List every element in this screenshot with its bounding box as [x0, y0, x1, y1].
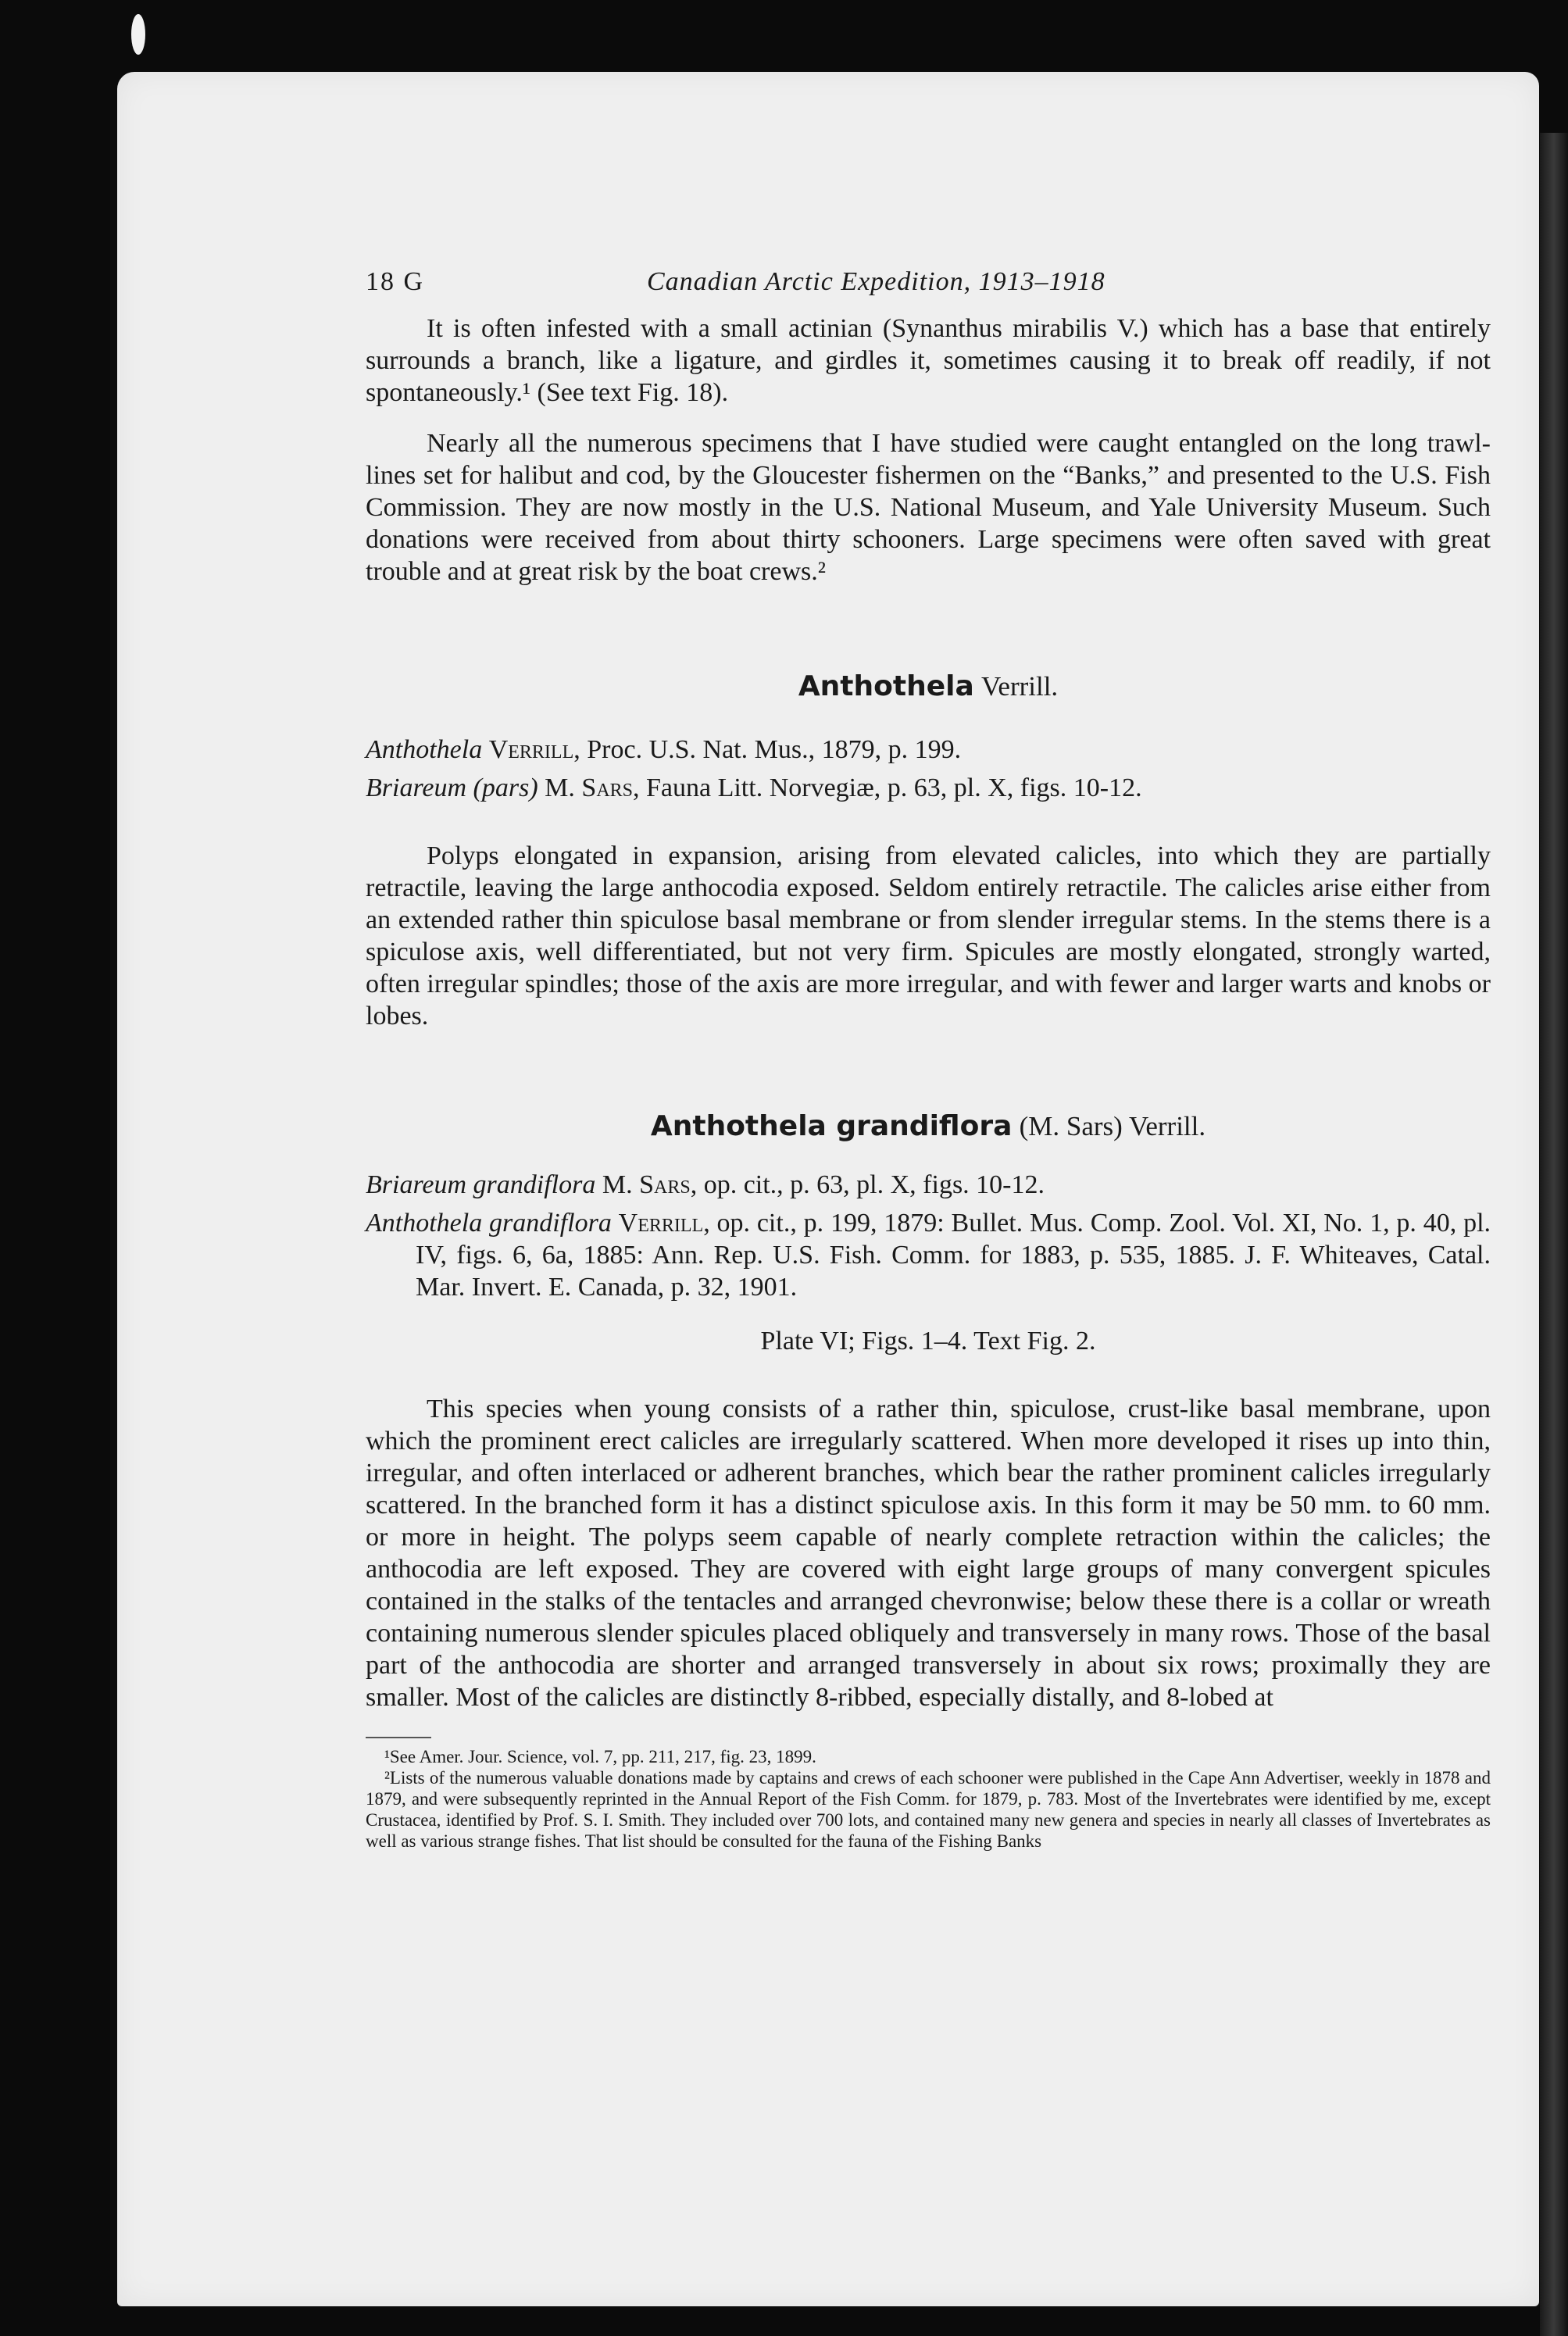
- genus-author: Verrill.: [981, 671, 1059, 702]
- film-mark: [131, 14, 145, 55]
- genus-synonymy: [366, 734, 1491, 804]
- synonym-citation: , Proc. U.S. Nat. Mus., 1879, p. 199.: [573, 735, 962, 764]
- synonym-authority: M. Sars: [545, 773, 633, 802]
- synonym-authority: M. Sars: [602, 1170, 691, 1199]
- species-heading: [366, 1110, 1491, 1142]
- journal-title: Canadian Arctic Expedition, 1913–1918: [647, 267, 1105, 296]
- footnote-rule: [366, 1737, 431, 1738]
- page-content: [366, 266, 1491, 1852]
- genus-name: Anthothela: [798, 670, 974, 702]
- synonym-citation: , op. cit., p. 199, 1879: Bullet. Mus. Comp. Zool. Vol. XI, No. 1, p. 40, pl. IV, figs. 6, 6a, 1885: Ann. Rep. U.S. Fish. Comm. for 1883, p. 535, 1885. J. F. Whiteaves, Catal. Mar. Invert. E. Canada, p. 32, 1901.: [416, 1209, 1491, 1302]
- synonym-entry: [366, 1207, 1491, 1303]
- intro-paragraph: It is often infested with a small actinian (Synanthus mirabilis V.) which has a base that entirely surrounds a branch, like a ligature, and girdles it, sometimes causing it to break off readily, if not spontaneously.¹ (See text Fig. 18).: [366, 314, 1491, 407]
- genus-description: Polyps elongated in expansion, arising from elevated calicles, into which they are partially retractile, leaving the large anthocodia exposed. Seldom entirely retractile. The calicles arise either from an extended rather thin spiculose basal membrane or from slender irregular stems. In the stems there is a spiculose axis, well differentiated, but not very firm. Spicules are mostly elongated, strongly warted, often irregular spindles; those of the axis are more irregular, and with fewer and larger warts and knobs or lobes.: [366, 841, 1491, 1030]
- genus-heading: [366, 670, 1491, 702]
- footnote-2: ²Lists of the numerous valuable donations made by captains and crews of each schooner were published in the Cape Ann Advertiser, weekly in 1878 and 1879, and were subsequently reprinted in the Annual Report of the Fish Comm. for 1879, p. 783. Most of the Invertebrates were identified by me, except Crustacea, identified by Prof. S. I. Smith. They included over 700 lots, and contained many new genera and species in nearly all classes of Invertebrates as well as various strange fishes. That list should be consulted for the fauna of the Fishing Banks: [366, 1768, 1491, 1851]
- synonym-entry: [366, 734, 1491, 766]
- footnote-1: ¹See Amer. Jour. Science, vol. 7, pp. 211, 217, fig. 23, 1899.: [384, 1747, 816, 1766]
- synonym-authority: Verrill: [488, 735, 574, 764]
- footnotes: [366, 1746, 1491, 1852]
- synonym-taxon: Briareum (pars): [366, 773, 538, 802]
- synonym-taxon: Briareum grandiflora: [366, 1170, 596, 1199]
- synonym-authority: Verrill: [618, 1209, 704, 1238]
- synonym-citation: , op. cit., p. 63, pl. X, figs. 10-12.: [690, 1170, 1045, 1199]
- synonym-taxon: Anthothela grandiflora: [366, 1209, 612, 1238]
- species-author: (M. Sars) Verrill.: [1019, 1111, 1206, 1141]
- species-description: This species when young consists of a rather thin, spiculose, crust-like basal membrane, upon which the prominent erect calicles are irregularly scattered. When more developed it rises up into thin, irregular, and often interlaced or adherent branches, which bear the rather prominent calicles irregularly scattered. In the branched form it has a distinct spiculose axis. In this form it may be 50 mm. to 60 mm. or more in height. The polyps seem capable of nearly complete retraction within the calicles; the anthocodia are left exposed. They are covered with eight large groups of many convergent spicules contained in the stalks of the tentacles and arranged chevronwise; below these there is a collar or wreath containing numerous slender spicules placed obliquely and transversely in many rows. Those of the basal part of the anthocodia are shorter and arranged transversely in about six rows; proximally they are smaller. Most of the calicles are distinctly 8-ribbed, especially distally, and 8-lobed at: [366, 1395, 1491, 1712]
- species-name: Anthothela grandiflora: [650, 1110, 1013, 1142]
- synonym-citation: , Fauna Litt. Norvegiæ, p. 63, pl. X, figs. 10-12.: [633, 773, 1142, 802]
- species-synonymy: [366, 1169, 1491, 1303]
- synonym-entry: [366, 772, 1491, 804]
- intro-paragraph: Nearly all the numerous specimens that I have studied were caught entangled on the long trawl-lines set for halibut and cod, by the Gloucester fishermen on the “Banks,” and presented to the U.S. Fish Commission. They are now mostly in the U.S. National Museum, and Yale University Museum. Such donations were received from about thirty schooners. Large specimens were often saved with great trouble and at great risk by the boat crews.²: [366, 429, 1491, 586]
- running-head: [366, 266, 1491, 313]
- film-edge: [1540, 133, 1568, 2336]
- page-number: 18 G: [366, 267, 425, 296]
- plate-reference: Plate VI; Figs. 1–4. Text Fig. 2.: [760, 1327, 1096, 1356]
- synonym-taxon: Anthothela: [366, 735, 483, 764]
- synonym-entry: [366, 1169, 1491, 1201]
